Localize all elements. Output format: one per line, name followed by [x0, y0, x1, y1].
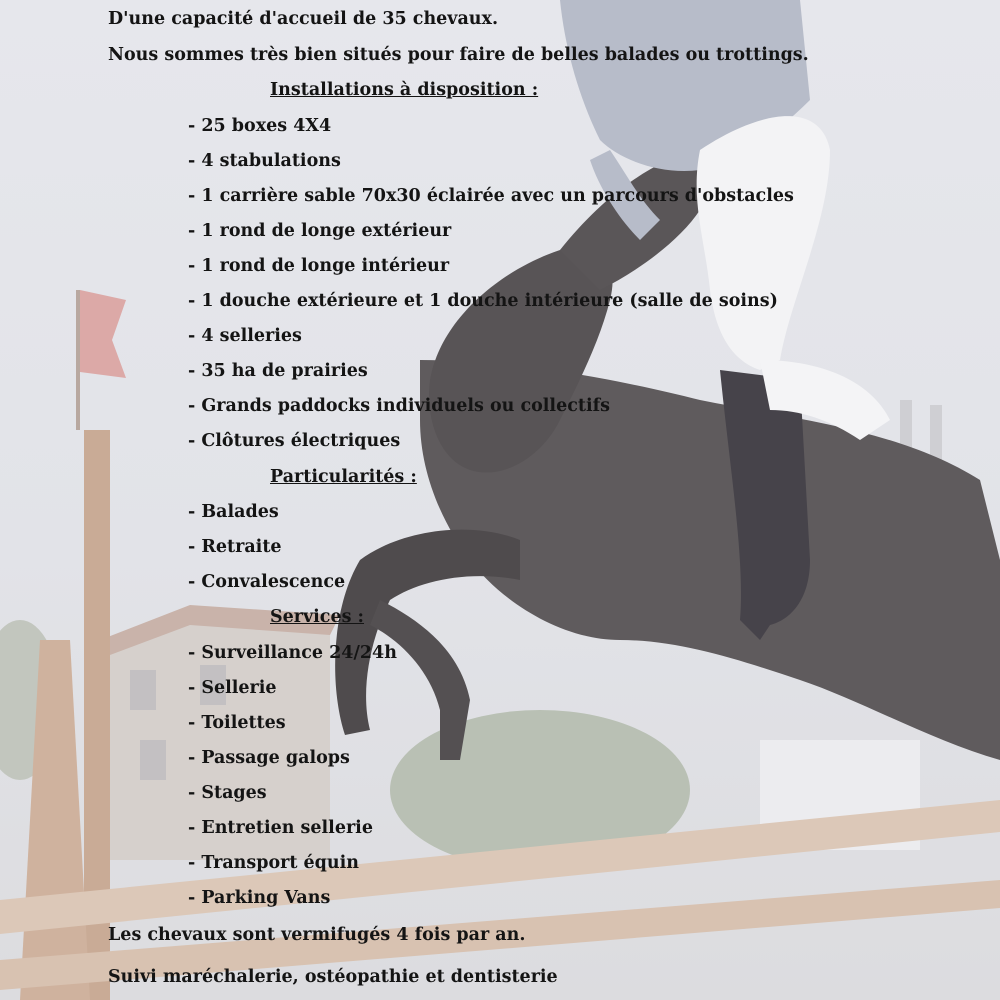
installation-item: - Clôtures électriques: [188, 431, 401, 451]
service-item: - Entretien sellerie: [188, 818, 373, 838]
particularites-heading: Particularités :: [270, 467, 417, 487]
installation-item: - Grands paddocks individuels ou collectifs: [188, 396, 610, 416]
service-item: - Parking Vans: [188, 888, 331, 908]
service-item: - Sellerie: [188, 678, 277, 698]
installation-item: - 35 ha de prairies: [188, 361, 368, 381]
service-item: - Toilettes: [188, 713, 286, 733]
installation-item: - 1 douche extérieure et 1 douche intérieure (salle de soins): [188, 291, 778, 311]
particularite-item: - Balades: [188, 502, 279, 522]
intro-capacity: D'une capacité d'accueil de 35 chevaux.: [108, 9, 499, 29]
installation-item: - 1 carrière sable 70x30 éclairée avec un parcours d'obstacles: [188, 186, 794, 206]
installation-item: - 4 stabulations: [188, 151, 341, 171]
outro-followup: Suivi maréchalerie, ostéopathie et dentisterie: [108, 967, 558, 987]
service-item: - Surveillance 24/24h: [188, 643, 397, 663]
installation-item: - 1 rond de longe extérieur: [188, 221, 452, 241]
service-item: - Transport équin: [188, 853, 360, 873]
service-item: - Passage galops: [188, 748, 350, 768]
service-item: - Stages: [188, 783, 267, 803]
particularite-item: - Convalescence: [188, 572, 346, 592]
outro-deworming: Les chevaux sont vermifugés 4 fois par an.: [108, 925, 526, 945]
intro-location: Nous sommes très bien situés pour faire de belles balades ou trottings.: [108, 45, 809, 65]
installation-item: - 4 selleries: [188, 326, 302, 346]
particularite-item: - Retraite: [188, 537, 282, 557]
installations-heading: Installations à disposition :: [270, 80, 539, 100]
installation-item: - 1 rond de longe intérieur: [188, 256, 450, 276]
installation-item: - 25 boxes 4X4: [188, 116, 332, 136]
services-heading: Services :: [270, 607, 365, 627]
